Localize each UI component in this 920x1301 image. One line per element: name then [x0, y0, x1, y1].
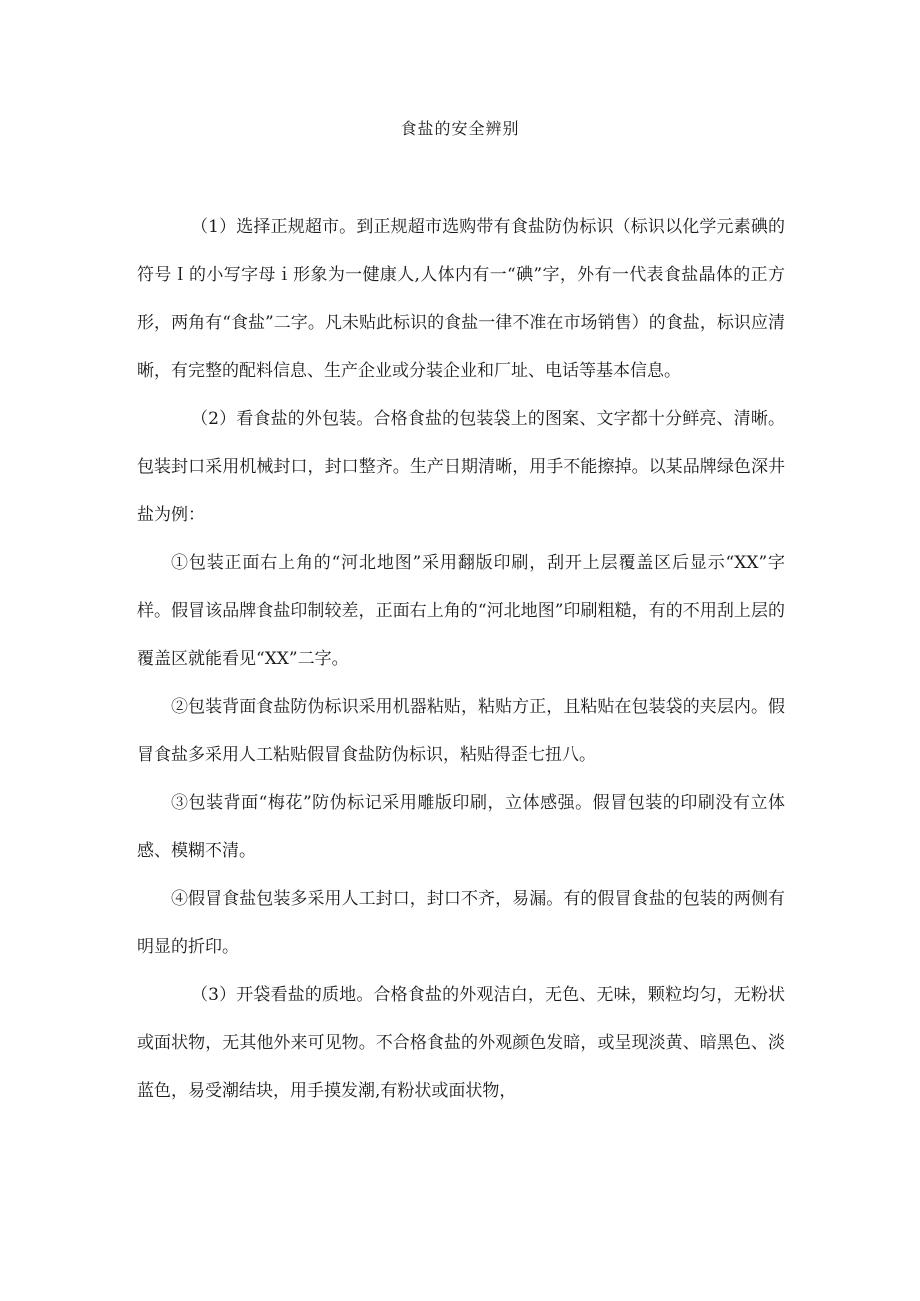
paragraph-plum-mark: ③包装背面“梅花”防伪标记采用雕版印刷，立体感强。假冒包装的印刷没有立体感、模糊不清。 — [137, 793, 785, 861]
paragraph-map-print: ①包装正面右上角的“河北地图”采用翻版印刷，刮开上层覆盖区后显示“XX”字样。假冒该品牌食盐印制较差，正面右上角的“河北地图”印刷粗糙，有的不用刮上层的覆盖区就能看见“XX”二字。 — [137, 553, 785, 669]
paragraph-label-paste: ②包装背面食盐防伪标识采用机器粘贴，粘贴方正，且粘贴在包装袋的夹层内。假冒食盐多采用人工粘贴假冒食盐防伪标识，粘贴得歪七扭八。 — [137, 697, 785, 765]
document-title: 食盐的安全辨别 — [400, 119, 520, 138]
paragraph-packaging: （2）看食盐的外包装。合格食盐的包装袋上的图案、文字都十分鲜亮、清晰。包装封口采用机械封口，封口整齐。生产日期清晰，用手不能擦掉。以某品牌绿色深井盐为例： — [137, 409, 785, 525]
paragraph-seal: ④假冒食盐包装多采用人工封口，封口不齐，易漏。有的假冒食盐的包装的两侧有明显的折印。 — [137, 889, 785, 957]
paragraph-supermarket: （1）选择正规超市。到正规超市选购带有食盐防伪标识（标识以化学元素碘的符号Ｉ的小写字母ｉ形象为一健康人,人体内有一“碘”字，外有一代表食盐晶体的正方形，两角有“食盐”二字。凡未贴此标识的食盐一律不准在市场销售）的食盐，标识应清晰，有完整的配料信息、生产企业或分装企业和厂址、电话等基本信息。 — [137, 217, 785, 381]
document-body — [137, 203, 785, 1115]
paragraph-texture: （3）开袋看盐的质地。合格食盐的外观洁白，无色、无味，颗粒均匀，无粉状或面状物，无其他外来可见物。不合格食盐的外观颜色发暗，或呈现淡黄、暗黑色、淡蓝色，易受潮结块，用手摸发潮,有粉状或面状物， — [137, 985, 785, 1101]
